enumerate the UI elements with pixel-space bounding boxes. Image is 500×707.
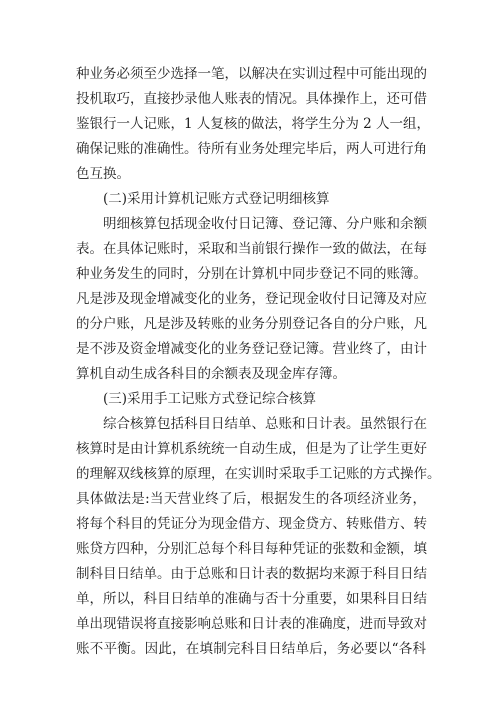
paragraph-line: 单出现错误将直接影响总账和日计表的准确度，进而导致对 xyxy=(76,616,427,632)
section-heading: (二)采用计算机记账方式登记明细核算 xyxy=(103,191,330,207)
section-heading: (三)采用手工记账方式登记综合核算 xyxy=(103,391,317,407)
paragraph-line: 确保记账的准确性。待所有业务处理完毕后，两人可进行角 xyxy=(76,141,427,157)
paragraph-line: 将每个科目的凭证分为现金借方、现金贷方、转账借方、转 xyxy=(76,516,427,532)
paragraph-line: 凡是涉及现金增减变化的业务，登记现金收付日记簿及对应 xyxy=(76,291,427,307)
paragraph-line: 色互换。 xyxy=(76,166,130,182)
paragraph-line: 明细核算包括现金收付日记簿、登记簿、分户账和余额 xyxy=(103,216,427,232)
paragraph-line: 表。在具体记账时，采取和当前银行操作一致的做法，在每 xyxy=(76,241,427,257)
paragraph-line: 是不涉及资金增减变化的业务登记登记簿。营业终了，由计 xyxy=(76,341,427,357)
paragraph-line: 账贷方四种，分别汇总每个科目每种凭证的张数和金额，填 xyxy=(76,541,427,557)
paragraph-line: 鉴银行一人记账，1 人复核的做法，将学生分为 2 人一组， xyxy=(76,116,431,132)
paragraph-line: 的分户账，凡是涉及转账的业务分别登记各自的分户账，凡 xyxy=(76,316,427,332)
paragraph-line: 账不平衡。因此，在填制完科目日结单后，务必要以“各科 xyxy=(76,641,426,657)
paragraph-line: 的理解双线核算的原理，在实训时采取手工记账的方式操作。 xyxy=(76,466,441,482)
paragraph-line: 单，所以，科目日结单的准确与否十分重要，如果科目日结 xyxy=(76,591,427,607)
paragraph-line: 种业务必须至少选择一笔，以解决在实训过程中可能出现的 xyxy=(76,66,427,82)
paragraph-line: 综合核算包括科目日结单、总账和日计表。虽然银行在 xyxy=(103,416,427,432)
paragraph-line: 制科目日结单。由于总账和日计表的数据均来源于科目日结 xyxy=(76,566,427,582)
paragraph-line: 算机自动生成各科目的余额表及现金库存簿。 xyxy=(76,366,346,382)
paragraph-line: 核算时是由计算机系统统一自动生成，但是为了让学生更好 xyxy=(76,441,427,457)
paragraph-line: 种业务发生的同时，分别在计算机中同步登记不同的账簿。 xyxy=(76,266,427,282)
paragraph-line: 具体做法是:当天营业终了后，根据发生的各项经济业务， xyxy=(76,491,426,507)
paragraph-line: 投机取巧，直接抄录他人账表的情况。具体操作上，还可借 xyxy=(76,91,427,107)
